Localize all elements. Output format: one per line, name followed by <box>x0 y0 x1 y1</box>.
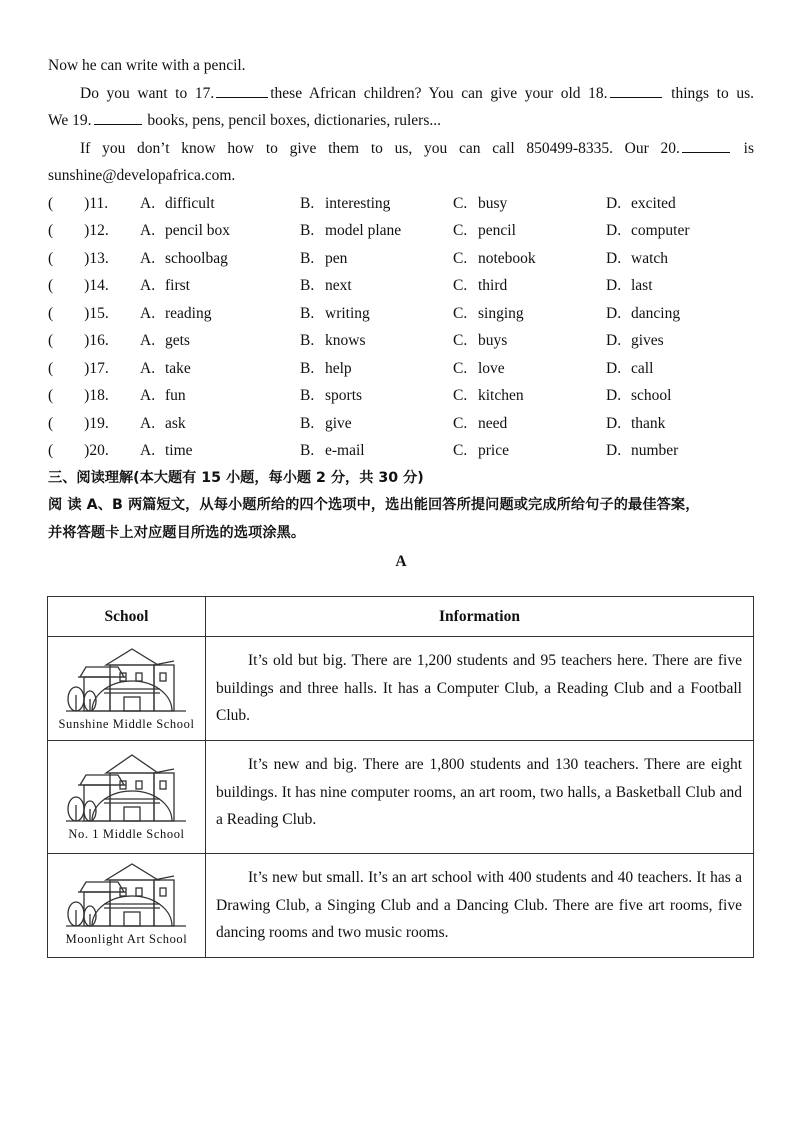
option-letter: D. <box>606 332 622 349</box>
option-text: gives <box>631 332 664 349</box>
question-row <box>48 190 754 218</box>
option-letter: D. <box>606 304 622 322</box>
option-a <box>140 272 300 300</box>
option-c <box>453 300 606 328</box>
option-text: love <box>478 359 505 377</box>
option-b <box>300 217 453 245</box>
option-text: pencil <box>478 222 516 239</box>
option-letter: A. <box>140 222 156 239</box>
question-row <box>48 437 754 465</box>
option-letter: C. <box>453 277 468 294</box>
question-number: ( )11. <box>48 194 109 212</box>
school-name: Sunshine Middle School <box>58 717 195 731</box>
question-row <box>48 300 754 328</box>
table-header-school: School <box>48 597 206 637</box>
passage-label: A <box>395 553 407 570</box>
option-a <box>140 382 300 410</box>
option-a <box>140 355 300 383</box>
option-letter: D. <box>606 414 622 432</box>
option-letter: B. <box>300 414 315 432</box>
option-text: kitchen <box>478 387 524 404</box>
question-row <box>48 355 754 383</box>
option-text: next <box>325 277 352 294</box>
option-a <box>140 217 300 245</box>
option-text: computer <box>631 222 690 239</box>
option-a <box>140 245 300 273</box>
question-number: ( )13. <box>48 249 109 267</box>
option-d <box>606 437 746 465</box>
section-instruction: 并将答题卡上对应题目所选的选项涂黑。 <box>48 524 306 541</box>
passage-line: If you don’t know how to give them to us, you can call 850499-8335. Our 20. is <box>48 135 754 163</box>
option-text: thank <box>631 414 666 432</box>
option-text: first <box>165 277 190 294</box>
option-letter: A. <box>140 359 156 377</box>
school-building-icon <box>62 643 192 715</box>
option-text: fun <box>165 387 186 404</box>
school-info-text: It’s old but big. There are 1,200 students and 95 teachers here. There are five buildings and three halls. It has a Computer Club, a Reading Club and a Football Club. <box>216 652 742 724</box>
table-row <box>48 854 754 958</box>
option-letter: B. <box>300 194 315 212</box>
option-letter: C. <box>453 332 468 349</box>
option-letter: B. <box>300 249 315 267</box>
option-text: call <box>631 359 654 377</box>
option-text: dancing <box>631 304 681 322</box>
option-letter: A. <box>140 442 156 459</box>
option-d <box>606 410 746 438</box>
option-text: third <box>478 277 508 294</box>
option-text: last <box>631 277 653 294</box>
option-letter: A. <box>140 332 156 349</box>
question-number: ( )20. <box>48 442 109 459</box>
option-a <box>140 410 300 438</box>
answer-blank-18 <box>610 82 662 98</box>
school-building-icon <box>62 860 192 930</box>
school-name: Moonlight Art School <box>65 932 188 946</box>
option-c <box>453 437 606 465</box>
option-text: watch <box>631 249 669 267</box>
option-letter: A. <box>140 387 156 404</box>
option-a <box>140 300 300 328</box>
option-text: excited <box>631 194 676 212</box>
option-b <box>300 272 453 300</box>
question-number: ( )17. <box>48 359 109 377</box>
option-d <box>606 272 746 300</box>
question-row <box>48 327 754 355</box>
option-letter: C. <box>453 304 468 322</box>
question-list <box>48 190 754 465</box>
option-letter: B. <box>300 222 315 239</box>
option-letter: C. <box>453 194 468 212</box>
option-text: take <box>165 359 191 377</box>
question-row <box>48 245 754 273</box>
school-name: No. 1 Middle School <box>68 827 185 841</box>
option-letter: D. <box>606 222 622 239</box>
option-letter: A. <box>140 414 156 432</box>
section-instruction: 阅 读 A、B 两篇短文，从每小题所给的四个选项中，选出能回答所提问题或完成所给句子的最佳答案， <box>48 497 700 513</box>
passage-line: sunshine@developafrica.com. <box>48 167 236 184</box>
option-text: interesting <box>325 194 391 212</box>
option-text: knows <box>325 332 366 349</box>
option-c <box>453 410 606 438</box>
question-number: ( )19. <box>48 414 109 432</box>
option-d <box>606 327 746 355</box>
table-row <box>48 741 754 854</box>
option-letter: A. <box>140 194 156 212</box>
option-c <box>453 355 606 383</box>
section-title: 三、阅读理解(本大题有 15 小题，每小题 2 分，共 30 分) <box>48 469 424 486</box>
option-text: price <box>478 442 509 459</box>
option-a <box>140 327 300 355</box>
option-text: e-mail <box>325 442 365 459</box>
option-letter: B. <box>300 277 315 294</box>
option-text: pen <box>325 249 348 267</box>
school-cell <box>48 637 206 741</box>
school-building-icon <box>62 747 192 825</box>
option-b <box>300 437 453 465</box>
school-info-cell <box>206 854 754 958</box>
option-text: sports <box>325 387 363 404</box>
option-letter: B. <box>300 442 315 459</box>
option-text: schoolbag <box>165 249 228 267</box>
option-d <box>606 355 746 383</box>
option-b <box>300 410 453 438</box>
school-cell <box>48 854 206 958</box>
option-letter: C. <box>453 414 468 432</box>
option-letter: D. <box>606 194 622 212</box>
option-text: need <box>478 414 508 432</box>
school-info-table <box>47 596 754 958</box>
school-info-text: It’s new but small. It’s an art school with 400 students and 40 teachers. It has a Drawing Club, a Singing Club and a Dancing Club. There are five art rooms, five dancing rooms and two music rooms. <box>216 869 742 941</box>
question-row <box>48 272 754 300</box>
table-row <box>48 637 754 741</box>
option-text: number <box>631 442 679 459</box>
option-c <box>453 190 606 218</box>
option-b <box>300 190 453 218</box>
option-letter: B. <box>300 304 315 322</box>
option-text: give <box>325 414 352 432</box>
question-number: ( )16. <box>48 332 109 349</box>
passage-line: We 19. books, pens, pencil boxes, dictionaries, rulers... <box>48 107 754 135</box>
option-letter: C. <box>453 249 468 267</box>
option-letter: B. <box>300 387 315 404</box>
option-d <box>606 300 746 328</box>
option-letter: B. <box>300 359 315 377</box>
question-row <box>48 217 754 245</box>
option-letter: C. <box>453 222 468 239</box>
school-info-cell <box>206 741 754 854</box>
question-row <box>48 382 754 410</box>
question-number: ( )18. <box>48 387 109 404</box>
option-d <box>606 245 746 273</box>
option-letter: D. <box>606 359 622 377</box>
answer-blank-20 <box>682 137 730 153</box>
exam-page <box>48 52 754 576</box>
option-letter: D. <box>606 442 622 459</box>
option-text: singing <box>478 304 524 322</box>
option-letter: C. <box>453 359 468 377</box>
option-text: reading <box>165 304 212 322</box>
school-cell <box>48 741 206 854</box>
option-b <box>300 382 453 410</box>
option-a <box>140 437 300 465</box>
option-text: ask <box>165 414 186 432</box>
option-text: difficult <box>165 194 215 212</box>
option-text: notebook <box>478 249 536 267</box>
option-text: gets <box>165 332 190 349</box>
option-text: pencil box <box>165 222 230 239</box>
option-b <box>300 327 453 355</box>
option-text: help <box>325 359 352 377</box>
answer-blank-19 <box>94 109 142 125</box>
option-text: school <box>631 387 672 404</box>
option-letter: D. <box>606 249 622 267</box>
option-d <box>606 190 746 218</box>
option-text: writing <box>325 304 370 322</box>
option-text: time <box>165 442 193 459</box>
option-b <box>300 355 453 383</box>
option-c <box>453 217 606 245</box>
option-text: model plane <box>325 222 402 239</box>
option-letter: B. <box>300 332 315 349</box>
passage-line: Do you want to 17. these African children? You can give your old 18. things to us. <box>48 80 754 108</box>
question-number: ( )12. <box>48 222 109 239</box>
option-letter: C. <box>453 387 468 404</box>
passage-line: Now he can write with a pencil. <box>48 57 246 74</box>
option-c <box>453 272 606 300</box>
option-c <box>453 245 606 273</box>
table-header-information: Information <box>206 597 754 637</box>
question-row <box>48 410 754 438</box>
school-info-cell <box>206 637 754 741</box>
option-d <box>606 217 746 245</box>
option-letter: A. <box>140 277 156 294</box>
option-letter: C. <box>453 442 468 459</box>
option-c <box>453 327 606 355</box>
option-c <box>453 382 606 410</box>
option-letter: D. <box>606 277 622 294</box>
option-letter: A. <box>140 304 156 322</box>
school-info-text: It’s new and big. There are 1,800 students and 130 teachers. There are eight buildings. It has nine computer rooms, an art room, two halls, a Basketball Club and a Reading Club. <box>216 756 742 828</box>
option-b <box>300 245 453 273</box>
option-letter: A. <box>140 249 156 267</box>
option-b <box>300 300 453 328</box>
option-a <box>140 190 300 218</box>
option-letter: D. <box>606 387 622 404</box>
option-d <box>606 382 746 410</box>
question-number: ( )14. <box>48 277 109 294</box>
answer-blank-17 <box>216 82 268 98</box>
option-text: busy <box>478 194 508 212</box>
option-text: buys <box>478 332 508 349</box>
question-number: ( )15. <box>48 304 109 322</box>
